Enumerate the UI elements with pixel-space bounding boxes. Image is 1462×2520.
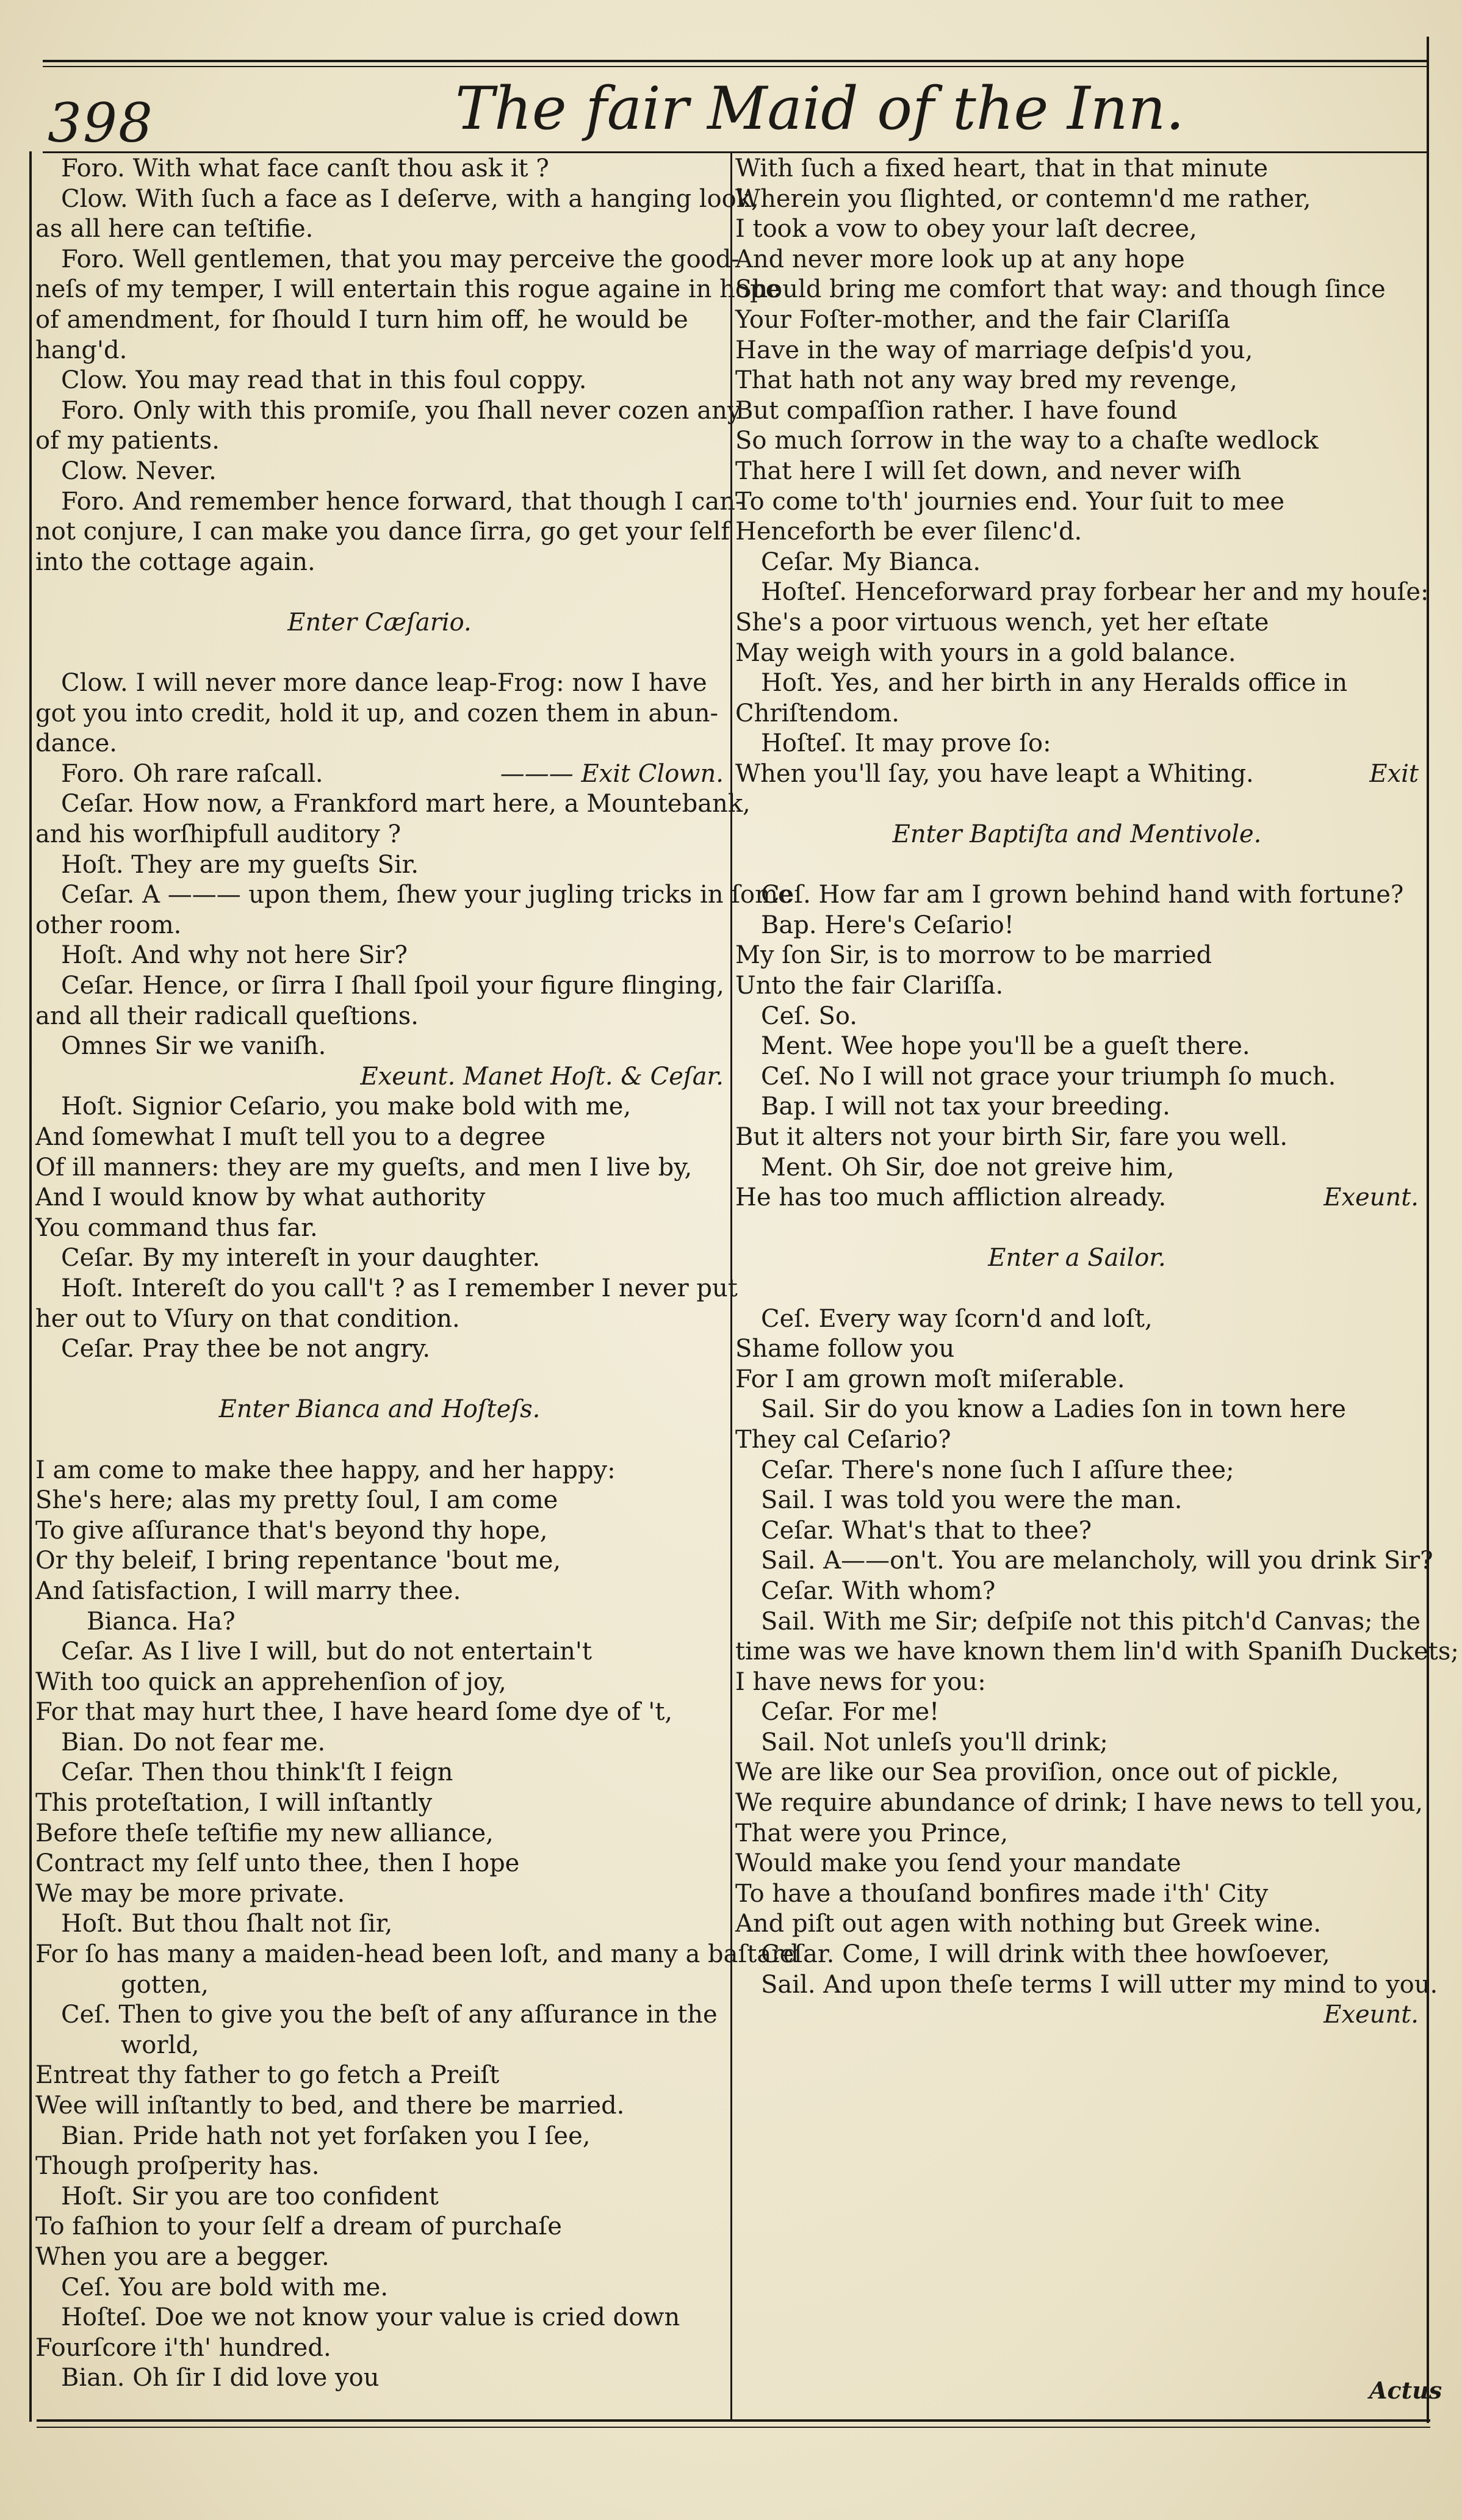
text-line xyxy=(735,1334,1419,1365)
text-line xyxy=(735,1516,1419,1547)
line-text: That were you Prince, xyxy=(735,1819,1009,1847)
text-line xyxy=(35,2212,724,2242)
line-text: Of ill manners: they are my gueſts, and men I live by, xyxy=(35,1153,693,1182)
text-line xyxy=(735,547,1419,578)
text-line xyxy=(35,2242,724,2273)
line-text: Foro. Only with this promiſe, you ſhall never cozen any xyxy=(61,396,741,425)
line-text: Hoſt. Intereſt do you call't ? as I remember I never put xyxy=(61,1274,738,1302)
line-text: Clow. I will never more dance leap-Frog: now I have xyxy=(61,669,707,698)
text-line xyxy=(35,1425,724,1456)
text-line xyxy=(35,1667,724,1698)
bottom-rule xyxy=(37,2419,1430,2422)
text-line xyxy=(735,1728,1419,1758)
line-text: and his worſhipfull auditory ? xyxy=(35,820,402,849)
line-text: Sail. I was told you were the man. xyxy=(761,1486,1183,1515)
line-text: dance. xyxy=(35,729,118,758)
text-line xyxy=(735,1909,1419,1940)
text-line xyxy=(735,759,1419,790)
text-line xyxy=(35,1546,724,1576)
line-text: Bian. Do not fear me. xyxy=(61,1728,326,1756)
text-line xyxy=(35,1970,724,2001)
line-text: Hoſt. Sir you are too confident xyxy=(61,2182,439,2211)
line-text: Ceſ. How far am I grown behind hand with fortune? xyxy=(761,881,1404,909)
line-text: To give aſſurance that's beyond thy hope, xyxy=(35,1516,548,1545)
text-line xyxy=(35,1516,724,1547)
text-line xyxy=(735,1607,1419,1637)
text-line xyxy=(35,1697,724,1728)
line-text: Ceſar. By my intereſt in your daughter. xyxy=(61,1244,541,1273)
stage-direction xyxy=(35,1395,724,1425)
text-line xyxy=(35,759,724,790)
line-text: Ceſ. No I will not grace your triumph ſo much. xyxy=(761,1062,1336,1091)
text-line xyxy=(35,1002,724,1032)
line-text: My ſon Sir, is to morrow to be married xyxy=(735,941,1212,970)
text-line xyxy=(735,577,1429,608)
text-line xyxy=(35,880,793,911)
stage-direction xyxy=(35,608,724,638)
line-text: Your Foſter-mother, and the fair Clariſſa xyxy=(735,305,1231,334)
line-text: Fourſcore i'th' hundred. xyxy=(35,2333,331,2362)
line-text: To faſhion to your ſelf a dream of purchaſe xyxy=(35,2212,562,2241)
text-line xyxy=(735,1002,1419,1032)
text-line xyxy=(35,154,724,184)
text-line xyxy=(35,1728,724,1758)
line-text: hang'd. xyxy=(35,336,128,364)
stage-direction xyxy=(735,820,1419,850)
text-line xyxy=(35,1153,724,1183)
text-line xyxy=(35,245,740,275)
line-text: She's a poor virtuous wench, yet her eſtate xyxy=(735,608,1269,637)
text-line xyxy=(735,911,1419,941)
line-text: of my patients. xyxy=(35,427,220,455)
line-text: Ceſar. Hence, or ſirra I ſhall ſpoil your figure flinging, xyxy=(61,972,724,1000)
text-line xyxy=(735,1153,1419,1183)
text-line xyxy=(35,1304,724,1335)
line-text: That hath not any way bred my revenge, xyxy=(735,366,1237,395)
line-text: That here I will ſet down, and never wiſh xyxy=(735,457,1242,485)
line-text: This proteſtation, I will inſtantly xyxy=(35,1789,433,1818)
line-text: And ſomewhat I muſt tell you to a degree xyxy=(35,1123,546,1151)
text-line xyxy=(735,396,1419,427)
text-line xyxy=(35,911,724,941)
text-line xyxy=(735,638,1419,669)
text-line xyxy=(735,487,1419,518)
text-line xyxy=(735,1304,1419,1335)
text-line xyxy=(35,820,724,850)
line-text: Shame follow you xyxy=(735,1335,955,1363)
text-line xyxy=(35,729,724,759)
line-text: Ceſ. So. xyxy=(761,1002,858,1030)
line-text: Hoſteſ. It may prove ſo: xyxy=(761,729,1051,758)
line-text: Hoſt. And why not here Sir? xyxy=(61,941,408,970)
text-line xyxy=(35,1274,738,1304)
text-line xyxy=(735,2000,1419,2031)
text-line xyxy=(735,1940,1419,1970)
text-line xyxy=(35,1486,724,1516)
line-text: Ment. Wee hope you'll be a gueſt there. xyxy=(761,1032,1250,1061)
text-line xyxy=(735,275,1419,305)
line-text: For I am grown moſt miſerable. xyxy=(735,1365,1125,1393)
text-line xyxy=(735,366,1419,396)
line-text: neſs of my temper, I will entertain this rogue againe in hope xyxy=(35,275,780,304)
text-line xyxy=(735,245,1419,275)
text-line xyxy=(735,517,1419,547)
line-text: We are like our Sea proviſion, once out of pickle, xyxy=(735,1758,1339,1787)
text-line xyxy=(35,305,724,336)
line-text: Chriſtendom. xyxy=(735,699,899,727)
text-line xyxy=(35,2000,724,2031)
top-rule-thin xyxy=(43,66,1427,67)
line-text: Should bring me comfort that way: and though ſince xyxy=(735,275,1386,304)
text-line xyxy=(35,638,724,669)
text-line xyxy=(735,1667,1419,1698)
line-text: She's here; alas my pretty ſoul, I am come xyxy=(35,1486,558,1515)
line-text: Hoſteſ. Henceforward pray forbear her and my houſe: xyxy=(761,578,1429,607)
line-text: Ceſ. Every way ſcorn'd and loſt, xyxy=(761,1304,1153,1333)
line-text: Ceſ. You are bold with me. xyxy=(61,2273,389,2302)
left-text-column xyxy=(35,154,799,2394)
text-line xyxy=(735,457,1419,487)
text-line xyxy=(35,940,724,971)
top-rule xyxy=(43,60,1427,62)
line-text: Unto the fair Clariſſa. xyxy=(735,972,1004,1000)
line-text: He has too much affliction already. xyxy=(735,1183,1167,1212)
text-line xyxy=(735,1970,1438,2001)
line-text: Ceſar. My Bianca. xyxy=(761,547,981,576)
text-line xyxy=(735,1637,1459,1667)
line-text: Exeunt. xyxy=(1323,2001,1419,2029)
exit-direction: Exeunt. xyxy=(1323,1183,1419,1212)
line-text: Hoſt. But thou ſhalt not ſir, xyxy=(61,1910,393,1938)
text-line xyxy=(735,1425,1419,1456)
line-text: Though proſperity has. xyxy=(35,2152,320,2181)
line-text: Bian. Pride hath not yet forſaken you I ſee, xyxy=(61,2121,591,2150)
line-text: Ceſar. Come, I will drink with thee howſoever, xyxy=(761,1940,1330,1969)
text-line xyxy=(735,1213,1419,1244)
line-text: You command thus far. xyxy=(35,1213,318,1242)
line-text: Ceſar. As I live I will, but do not entertain't xyxy=(61,1637,592,1666)
text-line xyxy=(35,668,724,699)
text-line xyxy=(35,2303,724,2333)
line-text: Would make you ſend your mandate xyxy=(735,1849,1181,1878)
line-text: into the cottage again. xyxy=(35,547,315,576)
line-text: To have a thouſand bonfires made i'th' City xyxy=(735,1879,1269,1908)
line-text: Ceſar. For me! xyxy=(761,1698,940,1727)
text-line xyxy=(735,1092,1419,1122)
line-text: Bian. Oh ſir I did love you xyxy=(61,2364,380,2392)
line-text: Ment. Oh Sir, doe not greive him, xyxy=(761,1153,1175,1182)
line-text: Clow. Never. xyxy=(61,457,217,485)
line-text: Omnes Sir we vaniſh. xyxy=(61,1032,326,1061)
line-text: Ceſar. With whom? xyxy=(761,1576,996,1605)
line-text: her out to Vſury on that condition. xyxy=(35,1304,460,1333)
text-line xyxy=(35,1456,724,1486)
stage-direction xyxy=(735,1243,1419,1274)
line-text: Foro. And remember hence forward, that though I can- xyxy=(61,487,744,516)
text-line xyxy=(735,1576,1419,1607)
header-rule xyxy=(43,151,1427,153)
text-line xyxy=(35,547,724,578)
line-text: Sail. With me Sir; deſpiſe not this pitch'd Canvas; the xyxy=(761,1607,1421,1636)
line-text: And I would know by what authority xyxy=(35,1183,486,1212)
text-line xyxy=(735,1849,1419,1879)
text-line xyxy=(735,1183,1419,1213)
line-text: Hoſteſ. Doe we not know your value is cried down xyxy=(61,2303,680,2332)
line-text: and all their radicall queſtions. xyxy=(35,1002,419,1030)
text-line xyxy=(735,154,1419,184)
line-text: Ceſar. How now, a Frankford mart here, a Mountebank, xyxy=(61,790,751,818)
line-text: With too quick an apprehenſion of joy, xyxy=(35,1667,506,1696)
line-text: Sail. And upon theſe terms I will utter my mind to you. xyxy=(761,1970,1438,1999)
text-line xyxy=(35,487,744,518)
text-line xyxy=(35,2182,724,2212)
text-line xyxy=(35,2333,724,2364)
text-line xyxy=(35,1940,799,1970)
line-text: Clow. With ſuch a face as I deſerve, with a hanging look, xyxy=(61,184,759,213)
text-line xyxy=(35,2151,724,2182)
text-line xyxy=(35,1122,724,1153)
text-line xyxy=(35,2031,724,2061)
page-number: 398 xyxy=(48,92,154,154)
line-text: world, xyxy=(121,2031,200,2059)
line-text: Have in the way of marriage deſpis'd you, xyxy=(735,336,1253,364)
text-line xyxy=(35,699,724,729)
line-text: When you'll ſay, you have leapt a Whiting. xyxy=(735,759,1254,788)
exit-direction: Exit xyxy=(1369,759,1419,788)
text-line xyxy=(735,880,1419,911)
text-line xyxy=(735,789,1419,820)
text-line xyxy=(735,1031,1419,1062)
line-text: Enter Baptiſta and Mentivole. xyxy=(892,820,1262,849)
text-line xyxy=(35,1334,724,1365)
text-line xyxy=(35,971,724,1002)
line-text: Enter a Sailor. xyxy=(988,1244,1166,1273)
line-text: as all here can teſtifie. xyxy=(35,215,314,244)
line-text: And never more look up at any hope xyxy=(735,245,1185,273)
text-line xyxy=(35,577,724,608)
bottom-rule-thin xyxy=(37,2427,1430,2428)
line-text: Bianca. Ha? xyxy=(87,1607,236,1636)
text-line xyxy=(735,305,1419,336)
text-line xyxy=(735,940,1419,971)
line-text: Ceſar. Then thou think'ſt I feign xyxy=(61,1758,453,1787)
line-text: Sail. Not unleſs you'll drink; xyxy=(761,1728,1108,1756)
line-text: We may be more private. xyxy=(35,1879,345,1908)
line-text: gotten, xyxy=(121,1970,209,1999)
line-text: But compaſſion rather. I have found xyxy=(735,396,1178,425)
text-line xyxy=(35,1879,724,1910)
text-line xyxy=(35,1637,724,1667)
text-line xyxy=(735,608,1419,638)
text-line xyxy=(35,366,724,396)
line-text: Ceſar. What's that to thee? xyxy=(761,1516,1092,1545)
line-text: They cal Ceſario? xyxy=(735,1425,951,1454)
line-text: Wee will inſtantly to bed, and there be married. xyxy=(35,2092,625,2120)
line-text: of amendment, for ſhould I turn him off, he would be xyxy=(35,305,688,334)
text-line xyxy=(35,1243,724,1274)
text-line xyxy=(35,1849,724,1879)
text-line xyxy=(735,214,1419,245)
line-text: But it alters not your birth Sir, fare you well. xyxy=(735,1123,1288,1151)
line-text: Foro. With what face canſt thou ask it ? xyxy=(61,154,549,182)
text-line xyxy=(735,1122,1419,1153)
line-text: Ceſar. There's none ſuch I aſſure thee; xyxy=(761,1456,1234,1484)
text-line xyxy=(35,336,724,366)
line-text: Ceſar. A ——— upon them, ſhew your jugling tricks in ſome xyxy=(61,881,793,909)
line-text: Bap. Here's Ceſario! xyxy=(761,911,1014,939)
text-line xyxy=(35,2273,724,2303)
line-text: Before theſe teſtifie my new alliance, xyxy=(35,1819,494,1847)
right-text-column xyxy=(735,154,1459,2031)
left-border-rule xyxy=(29,151,32,2422)
line-text: Entreat thy father to go fetch a Preiſt xyxy=(35,2061,500,2090)
line-text: I have news for you: xyxy=(735,1667,986,1696)
text-line xyxy=(735,1365,1419,1395)
line-text: Foro. Oh rare raſcall. xyxy=(61,759,323,788)
text-line xyxy=(35,275,780,305)
line-text: Hoſt. They are my gueſts Sir. xyxy=(61,850,419,879)
text-line xyxy=(35,1031,724,1062)
text-line xyxy=(735,1788,1424,1819)
line-text: Clow. You may read that in this foul coppy. xyxy=(61,366,587,395)
line-text: Wherein you ſlighted, or contemn'd me rather, xyxy=(735,184,1311,213)
text-line xyxy=(35,2060,724,2091)
line-text: got you into credit, hold it up, and cozen them in abun- xyxy=(35,699,719,727)
line-text: When you are a begger. xyxy=(35,2242,329,2271)
text-line xyxy=(35,1576,724,1607)
text-line xyxy=(735,668,1419,699)
text-line xyxy=(735,1546,1433,1576)
line-text: May weigh with yours in a gold balance. xyxy=(735,638,1236,667)
line-text: other room. xyxy=(35,911,182,939)
text-line xyxy=(735,336,1419,366)
text-line xyxy=(35,1758,724,1788)
text-line xyxy=(735,1819,1419,1849)
line-text: Foro. Well gentlemen, that you may perceive the good- xyxy=(61,245,740,273)
line-text: Hoſt. Signior Ceſario, you make bold with me, xyxy=(61,1092,632,1121)
line-text: Hoſt. Yes, and her birth in any Heralds office in xyxy=(761,669,1348,698)
line-text: Bap. I will not tax your breeding. xyxy=(761,1092,1170,1121)
text-line xyxy=(35,1183,724,1213)
line-text: With ſuch a fixed heart, that in that minute xyxy=(735,154,1269,182)
line-text: not conjure, I can make you dance ſirra, go get your ſelf xyxy=(35,518,730,546)
text-line xyxy=(35,517,730,547)
text-line xyxy=(35,789,751,820)
line-text: Or thy beleif, I bring repentance 'bout me, xyxy=(35,1547,561,1575)
line-text: Enter Bianca and Hoſteſs. xyxy=(218,1395,541,1424)
text-line xyxy=(35,1819,724,1849)
text-line xyxy=(35,2363,724,2394)
text-line xyxy=(35,457,724,487)
text-line xyxy=(35,850,724,881)
line-text: For that may hurt thee, I have heard ſome dye of 't, xyxy=(35,1698,673,1727)
line-text: time was we have known them lin'd with Spaniſh Duckets; xyxy=(735,1637,1459,1666)
text-line xyxy=(735,699,1419,729)
text-line xyxy=(35,396,741,427)
line-text: And piſt out agen with nothing but Greek wine. xyxy=(735,1910,1322,1938)
text-line xyxy=(35,1607,724,1637)
text-line xyxy=(735,971,1419,1002)
line-text: Sail. A——on't. You are melancholy, will you drink Sir? xyxy=(761,1547,1433,1575)
line-text: I took a vow to obey your laſt decree, xyxy=(735,215,1197,244)
text-line xyxy=(35,214,724,245)
line-text: And ſatisfaction, I will marry thee. xyxy=(35,1576,461,1605)
line-text: Exeunt. Manet Hoſt. & Ceſar. xyxy=(360,1062,724,1091)
text-line xyxy=(735,1456,1419,1486)
text-line xyxy=(35,1909,724,1940)
line-text: We require abundance of drink; I have news to tell you, xyxy=(735,1789,1424,1818)
text-line xyxy=(35,1062,724,1092)
text-line xyxy=(735,1879,1419,1910)
text-line xyxy=(735,1697,1419,1728)
text-line xyxy=(35,1213,724,1244)
text-line xyxy=(735,1274,1419,1304)
text-line xyxy=(735,1395,1419,1425)
line-text: Ceſ. Then to give you the beſt of any aſſurance in the xyxy=(61,2001,718,2029)
line-text: So much ſorrow in the way to a chaſte wedlock xyxy=(735,427,1319,455)
text-line xyxy=(735,850,1419,881)
exit-direction: ——— Exit Clown. xyxy=(500,759,724,788)
text-line xyxy=(35,426,724,457)
catchword: Actus xyxy=(1369,2377,1442,2404)
text-line xyxy=(35,2121,724,2152)
text-line xyxy=(35,1092,724,1122)
line-text: I am come to make thee happy, and her happy: xyxy=(35,1456,616,1484)
line-text: To come to'th' journies end. Your ſuit to mee xyxy=(735,487,1285,516)
running-title: The fair Maid of the Inn. xyxy=(455,74,1184,143)
text-line xyxy=(735,184,1419,215)
line-text: Ceſar. Pray thee be not angry. xyxy=(61,1335,431,1363)
text-line xyxy=(35,1365,724,1395)
text-line xyxy=(735,426,1419,457)
text-line xyxy=(735,1486,1419,1516)
text-line xyxy=(735,1758,1419,1788)
right-border-rule xyxy=(1427,37,1429,2423)
text-line xyxy=(735,729,1419,759)
line-text: Enter Cæſario. xyxy=(287,608,472,637)
text-line xyxy=(735,1062,1419,1092)
text-line xyxy=(35,2091,724,2121)
text-line xyxy=(35,184,759,215)
line-text: Henceforth be ever ſilenc'd. xyxy=(735,518,1082,546)
text-line xyxy=(35,1788,724,1819)
line-text: For ſo has many a maiden-head been loſt, and many a baſtard xyxy=(35,1940,799,1969)
line-text: Contract my ſelf unto thee, then I hope xyxy=(35,1849,520,1878)
line-text: Sail. Sir do you know a Ladies ſon in town here xyxy=(761,1395,1346,1424)
